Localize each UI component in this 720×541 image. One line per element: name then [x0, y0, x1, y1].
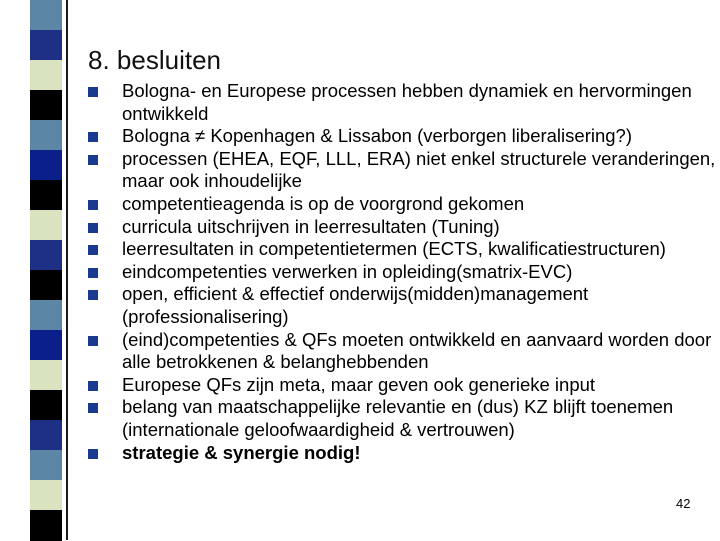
stripe-block	[30, 270, 62, 301]
stripe-block	[30, 120, 62, 151]
square-bullet-icon	[88, 132, 98, 142]
stripe-block	[30, 150, 62, 181]
bullet-text: leerresultaten in competentietermen (ECTS, kwalificatiestructuren)	[122, 238, 666, 260]
bullet-item	[88, 261, 718, 284]
bullet-item	[88, 283, 718, 328]
bullet-text: competentieagenda is op de voorgrond gekomen	[122, 192, 525, 214]
stripe-block	[30, 90, 62, 121]
square-bullet-icon	[88, 336, 98, 346]
bullet-text: open, efficient & effectief onderwijs(midden)management (professionalisering)	[122, 283, 589, 327]
bullet-text: eindcompetenties verwerken in opleiding(smatrix-EVC)	[122, 260, 573, 282]
bullet-item	[88, 193, 718, 216]
bullet-text: Bologna- en Europese processen hebben dynamiek en hervormingen ontwikkeld	[122, 80, 692, 124]
stripe-block	[30, 180, 62, 211]
stripe-block	[30, 210, 62, 241]
square-bullet-icon	[88, 245, 98, 255]
stripe-block	[30, 510, 62, 541]
stripe-block	[30, 450, 62, 481]
stripe-block	[30, 390, 62, 421]
square-bullet-icon	[88, 200, 98, 210]
square-bullet-icon	[88, 449, 98, 459]
square-bullet-icon	[88, 87, 98, 97]
stripe-block	[30, 0, 62, 31]
stripe-block	[30, 330, 62, 361]
bullet-text: Europese QFs zijn meta, maar geven ook generieke input	[122, 373, 596, 395]
vertical-divider	[66, 0, 68, 540]
bullet-text: curricula uitschrijven in leerresultaten (Tuning)	[122, 215, 500, 237]
bullet-item-emphasis	[88, 442, 718, 465]
decorative-color-stripe	[30, 0, 62, 540]
square-bullet-icon	[88, 155, 98, 165]
stripe-block	[30, 480, 62, 511]
bullet-item	[88, 125, 718, 148]
slide-title: 8. besluiten	[88, 45, 221, 75]
bullet-text: belang van maatschappelijke relevantie en (dus) KZ blijft toenemen (internationale geloofwaardigheid & vertrouwen)	[122, 396, 674, 440]
bullet-item	[88, 374, 718, 397]
square-bullet-icon	[88, 381, 98, 391]
stripe-block	[30, 60, 62, 91]
bullet-text: (eind)competenties & QFs moeten ontwikkeld en aanvaard worden door alle betrokkenen & belanghebbenden	[122, 328, 712, 373]
square-bullet-icon	[88, 223, 98, 233]
square-bullet-icon	[88, 290, 98, 300]
bullet-item	[88, 80, 718, 125]
bullet-item	[88, 216, 718, 239]
square-bullet-icon	[88, 268, 98, 278]
bullet-text: processen (EHEA, EQF, LLL, ERA) niet enkel structurele veranderingen, maar ook inhoudelijke	[122, 147, 716, 192]
stripe-block	[30, 420, 62, 451]
stripe-block	[30, 240, 62, 271]
bullet-item	[88, 148, 718, 193]
page-number: 42	[676, 496, 691, 511]
bullet-item	[88, 238, 718, 261]
bullet-item	[88, 396, 718, 441]
stripe-block	[30, 360, 62, 391]
bullet-list	[88, 80, 718, 464]
bullet-item	[88, 329, 718, 374]
square-bullet-icon	[88, 403, 98, 413]
stripe-block	[30, 300, 62, 331]
stripe-block	[30, 30, 62, 61]
bullet-text: strategie & synergie nodig!	[122, 441, 361, 463]
bullet-text: Bologna ≠ Kopenhagen & Lissabon (verborgen liberalisering?)	[122, 125, 632, 147]
